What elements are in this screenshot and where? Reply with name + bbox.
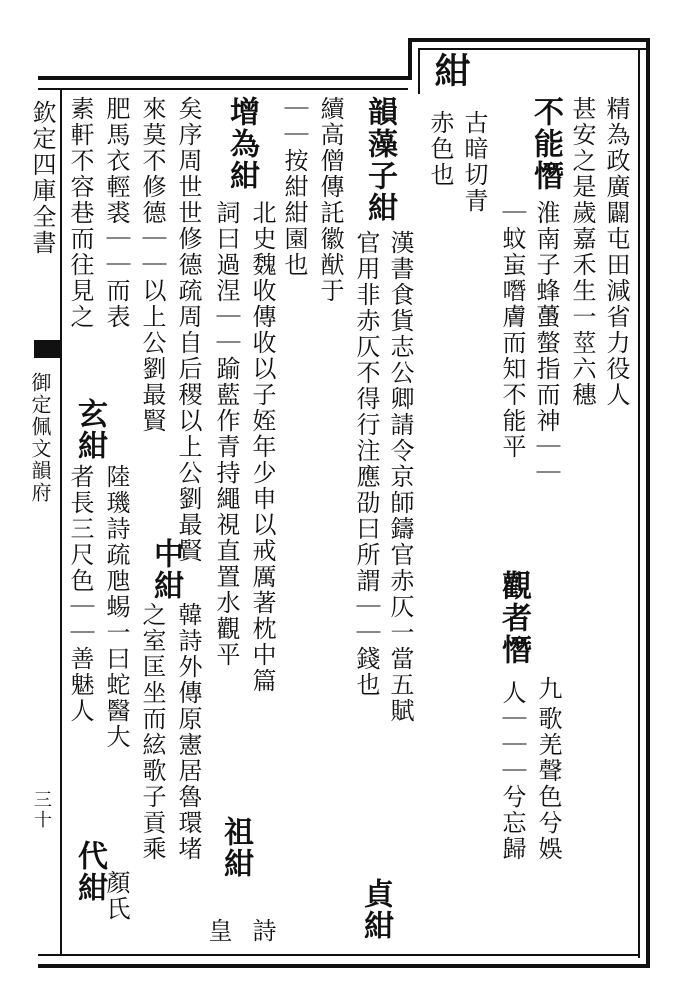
column-2: 甚安之是歲嘉禾生一莖六穗 (568, 96, 596, 408)
column-18-heading: 玄紺 (72, 398, 107, 462)
right-inner-rule (638, 48, 640, 958)
column-14-text: 詞曰過涅｜｜踰藍作青持繩視直置水觀平 (212, 200, 240, 668)
column-3-heading: 不能憯 (528, 96, 563, 192)
right-outer-rule (646, 38, 650, 968)
top-step-vertical (408, 38, 412, 80)
headword-box-left (418, 48, 420, 94)
column-19-text2: 者長三尺色｜｜善魅人 (66, 464, 94, 724)
column-19-text: 素軒不容巷而往見之 (66, 96, 94, 330)
margin-page-number: 三十 (31, 790, 52, 830)
column-1: 精為政廣闢屯田減省力役人 (602, 96, 630, 408)
column-10-text: 官用非赤仄不得行注應劭曰所謂｜｜錢也 (352, 230, 380, 698)
column-4-text2: 九 (534, 676, 562, 702)
top-raised-rule (408, 38, 648, 42)
top-inner-rule (38, 88, 408, 90)
bottom-inner-rule (38, 954, 640, 956)
column-16-text: 矣序周世世修德疏周自后稷以上公劉最賢 (174, 96, 202, 564)
column-8: 赤色也 (426, 110, 454, 188)
column-4-text: ｜蚊䖟噆膚而知不能平 (498, 200, 526, 460)
column-17-text2: 之室匡坐而絃歌子貢乘 (138, 602, 166, 862)
headword: 紺 (429, 52, 471, 92)
column-19-text3: 顏氏 (102, 870, 130, 922)
fish-tail-mark (34, 340, 60, 358)
column-13-text: 北史魏收傳收以子姪年少申以戒厲著枕中篇 (248, 200, 276, 694)
margin-divider-rule (60, 90, 62, 954)
margin-volume-title: 御定佩文韻府 (28, 372, 52, 504)
column-10-heading: 貞紺 (358, 878, 393, 942)
column-4-heading: 觀者憯 (496, 570, 531, 666)
column-5: 歌羌聲色兮娛 (534, 706, 562, 862)
column-14-heading: 祖紺 (218, 816, 253, 880)
column-3-text: 淮南子蜂蠆螫指而神｜｜ (532, 200, 560, 486)
column-6: 人｜｜｜兮忘歸 (498, 680, 526, 862)
column-15: 皇 (204, 918, 232, 944)
column-12: ｜｜按紺紺園也 (280, 96, 308, 278)
margin-book-title: 欽定四庫全書 (28, 100, 56, 256)
column-19-heading: 代紺 (72, 840, 107, 904)
column-18-text2: 陸璣詩疏虺蜴一曰蛇醫大 (102, 464, 130, 750)
column-16-text2: 韓詩外傳原憲居魯環堵 (174, 602, 202, 862)
column-9-heading2: 子紺 (362, 160, 397, 224)
column-9-heading: 韻藻 (362, 96, 397, 160)
column-11: 續高僧傳託徽猷于 (316, 96, 344, 304)
column-17-text: 來莫不修德｜｜以上公劉最賢 (138, 96, 166, 434)
top-outer-rule (38, 76, 412, 80)
column-16-heading: 中紺 (148, 538, 183, 602)
top-raised-inner-rule (418, 48, 648, 50)
column-7: 古暗切青 (460, 110, 488, 214)
bottom-outer-rule (38, 964, 650, 968)
column-13-heading: 增為紺 (224, 96, 259, 192)
column-9-text: 漢書食貨志公卿請令京師鑄官赤仄一當五賦 (386, 230, 414, 724)
column-14-text2: 詩 (248, 918, 276, 944)
column-18-text: 肥馬衣輕裘｜｜而表 (102, 96, 130, 330)
